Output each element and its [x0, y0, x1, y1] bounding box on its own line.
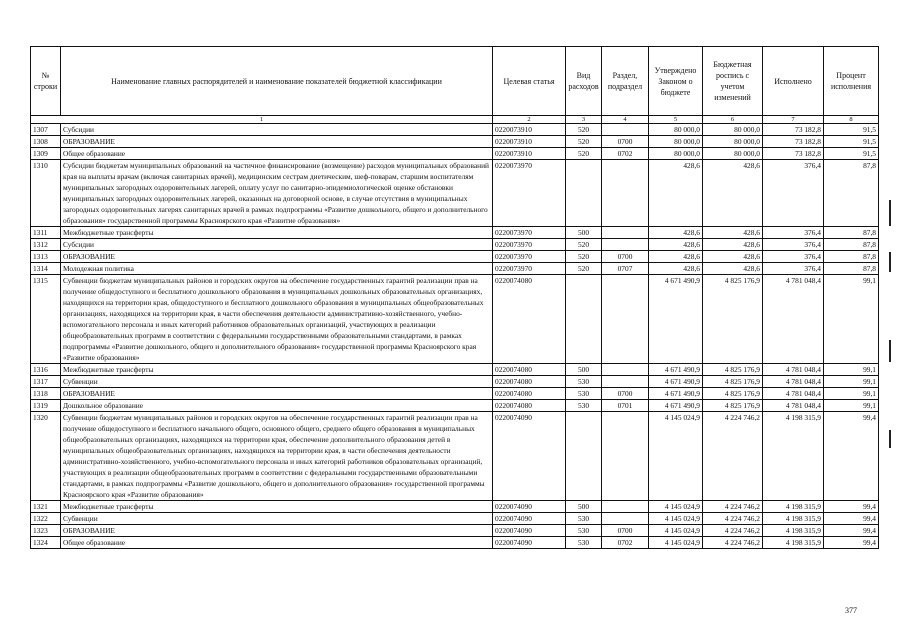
row-name-cell: Дошкольное образование [61, 400, 493, 412]
schedule-amount-cell: 4 825 176,9 [703, 275, 763, 364]
expense-type-cell: 500 [566, 501, 602, 513]
header-schedule: Бюджетная роспись с учетом изменений [703, 47, 763, 116]
approved-amount-cell: 428,6 [649, 251, 703, 263]
row-name-cell: Субсидии [61, 239, 493, 251]
schedule-amount-cell: 4 224 746,2 [703, 501, 763, 513]
schedule-amount-cell: 4 825 176,9 [703, 364, 763, 376]
row-name-cell: Субвенции бюджетам муниципальных районов и городских округов на обеспечение государственных гарантий реализации прав на получение общедоступного и бесплатного начального общего, основного общего, среднего общего образования в муниципальных общеобразовательных организациях, находящихся на территории края, обеспечение дополнительного образования детей в муниципальных общеобразовательных организациях, находящихся на территории края, в части обеспечения деятельности административно-хозяйственного, учебно-вспомогательного персонала и иных категорий работников образовательных организаций, участвующих в реализации общеобразовательных программ в соответствии с федеральными государственными образовательными стандартами, в рамках подпрограммы «Развитие дошкольного, общего и дополнительного образования» государственной программы Красноярского края «Развитие образования» [61, 412, 493, 501]
header-name: Наименование главных распорядителей и наименование показателей бюджетной классификации [61, 47, 493, 116]
approved-amount-cell: 428,6 [649, 227, 703, 239]
table-row [31, 239, 879, 251]
row-name-cell: Субсидии [61, 124, 493, 136]
section-cell [602, 227, 649, 239]
schedule-amount-cell: 428,6 [703, 227, 763, 239]
row-name-cell: ОБРАЗОВАНИЕ [61, 388, 493, 400]
executed-amount-cell: 4 781 048,4 [763, 388, 824, 400]
row-number-cell: 1319 [31, 400, 61, 412]
approved-amount-cell: 4 145 024,9 [649, 501, 703, 513]
header-exp-type: Вид расходов [566, 47, 602, 116]
row-number-cell: 1316 [31, 364, 61, 376]
target-article-cell: 0220073970 [493, 263, 566, 275]
row-number-cell: 1311 [31, 227, 61, 239]
table-row [31, 501, 879, 513]
row-number-cell: 1307 [31, 124, 61, 136]
executed-amount-cell: 376,4 [763, 251, 824, 263]
expense-type-cell [566, 275, 602, 364]
target-article-cell: 0220074080 [493, 275, 566, 364]
schedule-amount-cell: 4 825 176,9 [703, 400, 763, 412]
section-cell [602, 364, 649, 376]
percent-cell: 99,1 [824, 400, 879, 412]
expense-type-cell: 530 [566, 388, 602, 400]
target-article-cell: 0220074090 [493, 513, 566, 525]
margin-mark [889, 200, 891, 226]
executed-amount-cell: 376,4 [763, 160, 824, 227]
section-cell: 0700 [602, 251, 649, 263]
expense-type-cell [566, 160, 602, 227]
expense-type-cell: 530 [566, 525, 602, 537]
percent-cell: 91,5 [824, 124, 879, 136]
budget-table [30, 46, 879, 549]
colnum-5: 5 [649, 116, 703, 124]
row-number-cell: 1318 [31, 388, 61, 400]
schedule-amount-cell: 4 224 746,2 [703, 537, 763, 549]
header-percent: Процент исполнения [824, 47, 879, 116]
section-cell [602, 501, 649, 513]
schedule-amount-cell: 428,6 [703, 160, 763, 227]
expense-type-cell: 520 [566, 263, 602, 275]
target-article-cell: 0220074080 [493, 376, 566, 388]
target-article-cell: 0220074090 [493, 412, 566, 501]
percent-cell: 99,4 [824, 513, 879, 525]
expense-type-cell: 500 [566, 364, 602, 376]
target-article-cell: 0220074090 [493, 537, 566, 549]
target-article-cell: 0220073910 [493, 136, 566, 148]
schedule-amount-cell: 4 825 176,9 [703, 388, 763, 400]
expense-type-cell: 520 [566, 251, 602, 263]
table-row [31, 275, 879, 364]
row-number-cell: 1314 [31, 263, 61, 275]
table-row [31, 148, 879, 160]
executed-amount-cell: 4 198 315,9 [763, 412, 824, 501]
section-cell [602, 239, 649, 251]
approved-amount-cell: 4 145 024,9 [649, 513, 703, 525]
table-row [31, 160, 879, 227]
section-cell: 0702 [602, 537, 649, 549]
percent-cell: 91,5 [824, 136, 879, 148]
percent-cell: 87,8 [824, 239, 879, 251]
target-article-cell: 0220074080 [493, 364, 566, 376]
row-name-cell: Межбюджетные трансферты [61, 501, 493, 513]
schedule-amount-cell: 80 000,0 [703, 148, 763, 160]
row-number-cell: 1321 [31, 501, 61, 513]
approved-amount-cell: 4 671 490,9 [649, 275, 703, 364]
row-name-cell: Субсидии бюджетам муниципальных образований на частичное финансирование (возмещение) расходов муниципальных образований края на выплаты врачам (включая санитарных врачей), медицинским сестрам диетическим, шеф-поварам, старшим воспитателям муниципальных загородных оздоровительных лагерей, оплату услуг по санитарно-эпидемиологической оценке обстановки муниципальных загородных оздоровительных лагерей, оказанных на договорной основе, в случае отсутствия в муниципальных загородных оздоровительных лагерях санитарных врачей в рамках подпрограммы «Развитие дошкольного, общего и дополнительного образования» государственной программы Красноярского края «Развитие образования» [61, 160, 493, 227]
approved-amount-cell: 80 000,0 [649, 148, 703, 160]
colnum-8: 8 [824, 116, 879, 124]
executed-amount-cell: 4 781 048,4 [763, 364, 824, 376]
table-row [31, 412, 879, 501]
row-name-cell: ОБРАЗОВАНИЕ [61, 136, 493, 148]
section-cell: 0707 [602, 263, 649, 275]
executed-amount-cell: 4 781 048,4 [763, 400, 824, 412]
percent-cell: 87,8 [824, 263, 879, 275]
table-row [31, 136, 879, 148]
percent-cell: 99,4 [824, 501, 879, 513]
expense-type-cell: 520 [566, 124, 602, 136]
expense-type-cell: 530 [566, 513, 602, 525]
table-row [31, 376, 879, 388]
row-number-cell: 1315 [31, 275, 61, 364]
expense-type-cell: 520 [566, 148, 602, 160]
table-row [31, 400, 879, 412]
percent-cell: 99,1 [824, 388, 879, 400]
schedule-amount-cell: 428,6 [703, 251, 763, 263]
percent-cell: 91,5 [824, 148, 879, 160]
expense-type-cell: 530 [566, 400, 602, 412]
row-name-cell: Субвенции [61, 376, 493, 388]
approved-amount-cell: 4 671 490,9 [649, 376, 703, 388]
section-cell: 0700 [602, 525, 649, 537]
expense-type-cell: 530 [566, 537, 602, 549]
row-number-cell: 1320 [31, 412, 61, 501]
row-number-cell: 1313 [31, 251, 61, 263]
target-article-cell: 0220074080 [493, 400, 566, 412]
schedule-amount-cell: 80 000,0 [703, 124, 763, 136]
approved-amount-cell: 428,6 [649, 160, 703, 227]
page-number: 377 [845, 606, 857, 615]
section-cell: 0700 [602, 388, 649, 400]
section-cell [602, 412, 649, 501]
table-row [31, 124, 879, 136]
executed-amount-cell: 73 182,8 [763, 124, 824, 136]
expense-type-cell: 500 [566, 227, 602, 239]
approved-amount-cell: 4 145 024,9 [649, 537, 703, 549]
header-row [31, 47, 879, 116]
expense-type-cell: 520 [566, 239, 602, 251]
table-row [31, 537, 879, 549]
header-target: Целевая статья [493, 47, 566, 116]
executed-amount-cell: 376,4 [763, 239, 824, 251]
table-row [31, 263, 879, 275]
table-row [31, 388, 879, 400]
section-cell: 0702 [602, 148, 649, 160]
target-article-cell: 0220074090 [493, 525, 566, 537]
colnum-7: 7 [763, 116, 824, 124]
percent-cell: 87,8 [824, 251, 879, 263]
margin-mark [889, 340, 891, 362]
percent-cell: 99,4 [824, 525, 879, 537]
approved-amount-cell: 80 000,0 [649, 136, 703, 148]
executed-amount-cell: 4 198 315,9 [763, 513, 824, 525]
approved-amount-cell: 428,6 [649, 239, 703, 251]
percent-cell: 99,4 [824, 412, 879, 501]
section-cell [602, 513, 649, 525]
row-name-cell: Субвенции бюджетам муниципальных районов и городских округов на обеспечение государственных гарантий реализации прав на получение общедоступного и бесплатного дошкольного образования в муниципальных дошкольных образовательных организациях, находящихся на территории края, общедоступного и бесплатного дошкольного образования в муниципальных общеобразовательных организациях, находящихся на территории края, в части обеспечения деятельности административно-хозяйственного, учебно-вспомогательного персонала и иных категорий работников образовательных организаций, участвующих в реализации общеобразовательных программ в соответствии с федеральными государственными образовательными стандартами, в рамках подпрограммы «Развитие дошкольного, общего и дополнительного образования» государственной программы Красноярского края «Развитие образования» [61, 275, 493, 364]
approved-amount-cell: 80 000,0 [649, 124, 703, 136]
target-article-cell: 0220073910 [493, 124, 566, 136]
executed-amount-cell: 376,4 [763, 227, 824, 239]
percent-cell: 87,8 [824, 227, 879, 239]
executed-amount-cell: 4 198 315,9 [763, 537, 824, 549]
executed-amount-cell: 376,4 [763, 263, 824, 275]
percent-cell: 99,4 [824, 537, 879, 549]
target-article-cell: 0220073910 [493, 148, 566, 160]
row-number-cell: 1322 [31, 513, 61, 525]
header-section: Раздел, подраздел [602, 47, 649, 116]
schedule-amount-cell: 4 224 746,2 [703, 412, 763, 501]
row-name-cell: Общее образование [61, 148, 493, 160]
row-name-cell: ОБРАЗОВАНИЕ [61, 251, 493, 263]
row-name-cell: Межбюджетные трансферты [61, 227, 493, 239]
header-executed: Исполнено [763, 47, 824, 116]
executed-amount-cell: 73 182,8 [763, 136, 824, 148]
schedule-amount-cell: 4 224 746,2 [703, 513, 763, 525]
target-article-cell: 0220073970 [493, 239, 566, 251]
schedule-amount-cell: 4 224 746,2 [703, 525, 763, 537]
approved-amount-cell: 4 145 024,9 [649, 525, 703, 537]
approved-amount-cell: 428,6 [649, 263, 703, 275]
colnum-1: 1 [31, 116, 493, 124]
colnum-2: 2 [493, 116, 566, 124]
colnum-4: 4 [602, 116, 649, 124]
schedule-amount-cell: 4 825 176,9 [703, 376, 763, 388]
colnum-3: 3 [566, 116, 602, 124]
row-name-cell: Субвенции [61, 513, 493, 525]
expense-type-cell: 530 [566, 376, 602, 388]
target-article-cell: 0220073970 [493, 227, 566, 239]
approved-amount-cell: 4 671 490,9 [649, 388, 703, 400]
schedule-amount-cell: 428,6 [703, 239, 763, 251]
percent-cell: 99,1 [824, 275, 879, 364]
row-name-cell: Общее образование [61, 537, 493, 549]
executed-amount-cell: 4 198 315,9 [763, 525, 824, 537]
approved-amount-cell: 4 145 024,9 [649, 412, 703, 501]
executed-amount-cell: 4 198 315,9 [763, 501, 824, 513]
section-cell [602, 376, 649, 388]
row-name-cell: Межбюджетные трансферты [61, 364, 493, 376]
section-cell [602, 124, 649, 136]
colnum-6: 6 [703, 116, 763, 124]
row-number-cell: 1317 [31, 376, 61, 388]
target-article-cell: 0220074080 [493, 388, 566, 400]
section-cell: 0700 [602, 136, 649, 148]
table-row [31, 251, 879, 263]
target-article-cell: 0220073970 [493, 160, 566, 227]
table-row [31, 513, 879, 525]
section-cell [602, 160, 649, 227]
percent-cell: 87,8 [824, 160, 879, 227]
margin-mark [889, 430, 891, 448]
row-name-cell: ОБРАЗОВАНИЕ [61, 525, 493, 537]
executed-amount-cell: 4 781 048,4 [763, 376, 824, 388]
table-row [31, 525, 879, 537]
table-body [31, 124, 879, 549]
executed-amount-cell: 4 781 048,4 [763, 275, 824, 364]
approved-amount-cell: 4 671 490,9 [649, 364, 703, 376]
schedule-amount-cell: 80 000,0 [703, 136, 763, 148]
percent-cell: 99,1 [824, 364, 879, 376]
target-article-cell: 0220074090 [493, 501, 566, 513]
percent-cell: 99,1 [824, 376, 879, 388]
row-number-cell: 1308 [31, 136, 61, 148]
approved-amount-cell: 4 671 490,9 [649, 400, 703, 412]
expense-type-cell: 520 [566, 136, 602, 148]
row-number-cell: 1310 [31, 160, 61, 227]
schedule-amount-cell: 428,6 [703, 263, 763, 275]
row-number-cell: 1324 [31, 537, 61, 549]
row-number-cell: 1309 [31, 148, 61, 160]
expense-type-cell [566, 412, 602, 501]
target-article-cell: 0220073970 [493, 251, 566, 263]
row-name-cell: Молодежная политика [61, 263, 493, 275]
executed-amount-cell: 73 182,8 [763, 148, 824, 160]
section-cell: 0701 [602, 400, 649, 412]
section-cell [602, 275, 649, 364]
row-number-cell: 1312 [31, 239, 61, 251]
table-row [31, 227, 879, 239]
table-row [31, 364, 879, 376]
header-approved: Утверждено Законом о бюджете [649, 47, 703, 116]
row-number-cell: 1323 [31, 525, 61, 537]
margin-mark [889, 252, 891, 272]
column-number-row [31, 116, 879, 124]
header-row-no: № строки [31, 47, 61, 116]
